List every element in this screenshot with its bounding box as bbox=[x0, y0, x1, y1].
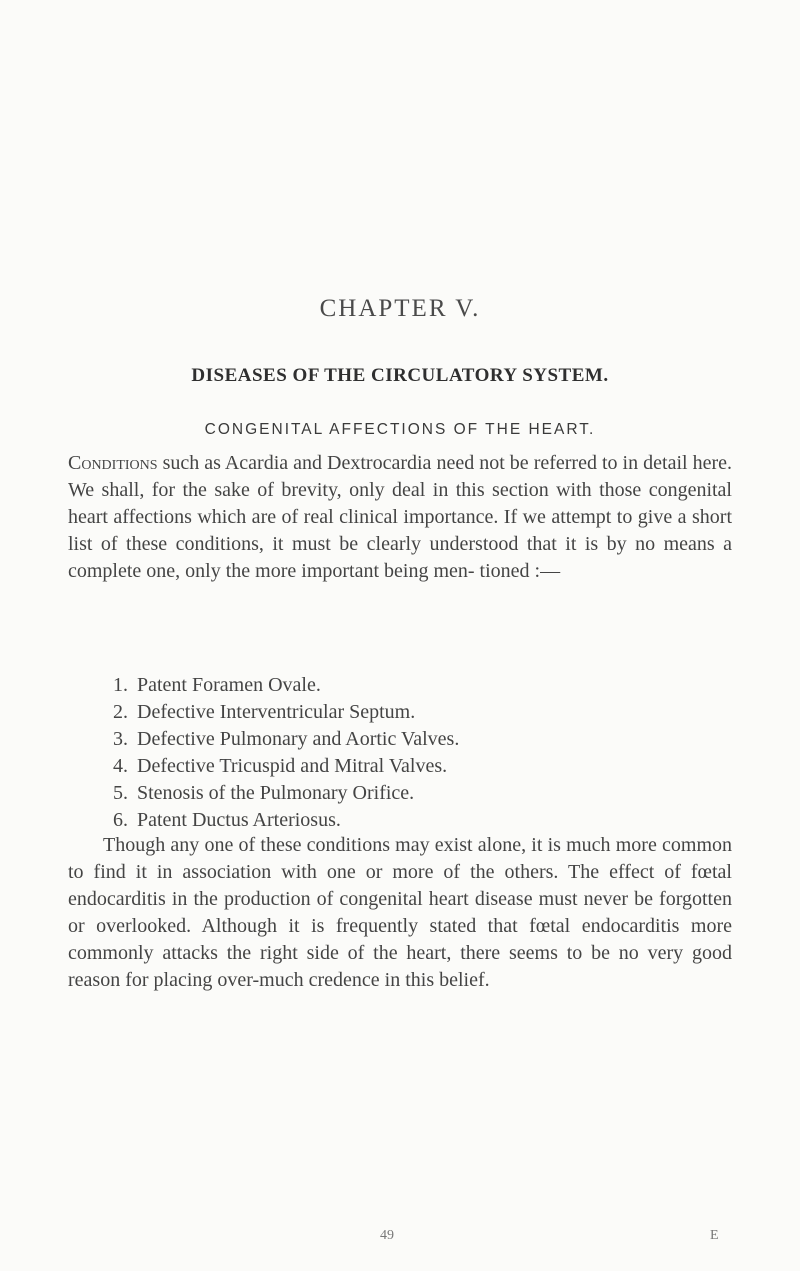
list-item-number: 3. bbox=[113, 728, 128, 750]
list-item-text: Defective Interventricular Septum. bbox=[137, 701, 416, 723]
list-item bbox=[113, 780, 459, 807]
intro-paragraph bbox=[68, 450, 732, 585]
list-item bbox=[113, 807, 459, 834]
list-item bbox=[113, 672, 459, 699]
list-item-text: Patent Foramen Ovale. bbox=[137, 674, 321, 696]
subsection-title: CONGENITAL AFFECTIONS OF THE HEART. bbox=[204, 421, 596, 438]
body-paragraph: Though any one of these conditions may exist alone, it is much more common to find it in association with one or more of the others. The effect of fœtal endocarditis in the production of congenital heart disease must never be forgotten or overlooked. Although it is frequently stated that fœtal endocarditis more commonly attacks the right side of the heart, there seems to be no very good reason for placing over-much credence in this belief. bbox=[68, 834, 732, 991]
intro-lead-word: Conditions bbox=[68, 452, 158, 474]
page-number: 49 bbox=[380, 1228, 394, 1243]
list-item bbox=[113, 699, 459, 726]
list-item bbox=[113, 753, 459, 780]
list-item-text: Stenosis of the Pulmonary Orifice. bbox=[137, 782, 415, 804]
list-item-number: 2. bbox=[113, 701, 128, 723]
list-item-number: 6. bbox=[113, 809, 128, 831]
list-item-number: 1. bbox=[113, 674, 128, 696]
signature-mark: E bbox=[710, 1228, 719, 1243]
list-item-number: 5. bbox=[113, 782, 128, 804]
list-item-text: Defective Pulmonary and Aortic Valves. bbox=[137, 728, 460, 750]
conditions-list bbox=[113, 672, 459, 834]
chapter-heading: CHAPTER V. bbox=[319, 295, 481, 322]
intro-paragraph-text: such as Acardia and Dextrocardia need not be referred to in detail here. We shall, for the sake of brevity, only deal in this section with those congenital heart affections which are of real clinical importance. If we attempt to give a short list of these conditions, it must be clearly understood that it is by no means a complete one, only the more important being men- tioned :— bbox=[68, 452, 732, 582]
list-item-text: Patent Ductus Arteriosus. bbox=[137, 809, 341, 831]
list-item-number: 4. bbox=[113, 755, 128, 777]
section-title: DISEASES OF THE CIRCULATORY SYSTEM. bbox=[191, 365, 609, 386]
list-item-text: Defective Tricuspid and Mitral Valves. bbox=[137, 755, 448, 777]
list-item bbox=[113, 726, 459, 753]
